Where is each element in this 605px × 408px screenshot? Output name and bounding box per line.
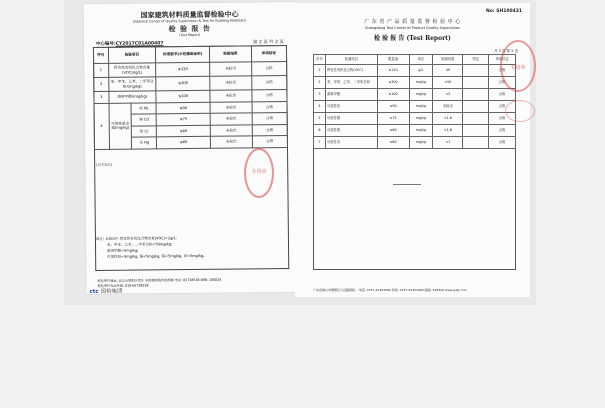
header-result: 检验结果 xyxy=(210,46,252,62)
left-report-title: 检 验 报 告 xyxy=(168,23,211,34)
table-row: 4 可溶性铅 ≤90 mg/kg 未检出 合格 xyxy=(314,101,516,113)
table-row: 1 挥发性有机化合物(VOC) ≤120 g/L 49 合格 xyxy=(314,65,516,77)
left-title-cn: 国家建筑材料质量监督检验中心 xyxy=(140,9,239,20)
table-row: 镉 Cd ≤75 未检出 合格 xyxy=(94,112,287,126)
left-table-layer xyxy=(83,2,298,294)
note-line: 游离甲醛<5mg/kg; xyxy=(107,248,139,253)
header-conclusion: 单项结论 xyxy=(251,45,286,61)
left-title-en: (National Center of Quality Supervision & Test for Building Materials) xyxy=(133,18,247,24)
table-row: 4 可溶性重金属(mg/kg) 铅 Pb ≤90 未检出 合格 xyxy=(94,101,287,115)
table-row: 2 苯、甲苯、乙苯、二甲苯总和 ≤300 mg/kg <50 合格 xyxy=(314,77,516,89)
right-report-number: No: SH100431 xyxy=(485,9,522,14)
right-table-header: 序号 检测项目 限量值 单位 检测结果 判定 单项评定 xyxy=(314,55,516,65)
right-red-stamp-partial xyxy=(505,100,535,122)
table-row: 汞 Hg ≤60 未检出 合格 xyxy=(94,135,287,149)
header-no: 序号 xyxy=(93,47,108,63)
right-title-cn: 广 东 省 产 品 质 量 监 督 检 验 中 心 xyxy=(364,19,461,25)
note-line: 备注: 未检出*: 挥发性有机化合物含量(VOC)<2g/L; xyxy=(95,236,177,242)
table-row: 3 游离甲醛 ≤100 mg/kg <5 合格 xyxy=(314,89,516,101)
left-results-table xyxy=(93,45,288,150)
table-row: 2 苯、甲苯、乙苯、二甲苯总和/(mg/kg) ≤300 未检出 合格 xyxy=(94,75,287,91)
table-row: 7 可溶性汞 ≤60 mg/kg <1 合格 xyxy=(314,137,516,149)
header-requirement: 标准要求(水性墙面涂料) xyxy=(156,46,210,63)
table-row: 3 游离甲醛/(mg/kg) ≤100 未检出 合格 xyxy=(94,89,287,103)
table-row: 5 可溶性镉 ≤75 mg/kg <1.6 合格 xyxy=(314,113,516,125)
blank-marker: (以下空白) xyxy=(96,162,112,167)
right-report-title: 检 验 报 告 (Test Report) xyxy=(374,35,451,42)
left-footer-phone: 检验单位电话传真: 010-65728538 xyxy=(97,283,149,288)
right-title-en: Guangdong Test Center of Product Quality Supervision xyxy=(364,26,461,30)
table-row: 1 挥发性有机化合物含量(VOC)/(g/L) ≤120 未检出 合格 xyxy=(94,61,287,77)
left-page-number: 第 2 页 共 2 页 xyxy=(252,40,284,46)
end-of-table-line xyxy=(393,184,421,185)
note-line: 苯、甲苯、乙苯、二甲苯总和<50mg/kg; xyxy=(106,242,173,247)
right-footer-address: 广东省佛山市顺德区大良镇国际... 电话: 0757-22303069 传真: 0757-22303069 邮编: 528300 www.gdzj.com xyxy=(313,288,467,292)
left-red-stamp: 专用章 xyxy=(244,148,274,198)
right-test-report xyxy=(295,3,530,297)
header-item: 检验项目 xyxy=(108,47,156,63)
left-footer-address: 检验单位地址: 北京市朝阳区管庄 中国建材院内检测楼 电话: 65728538 邮编: 100024 xyxy=(97,277,222,283)
note-line: 可溶性铅<5mg/kg, 镉<5mg/kg, 铬<5mg/kg, 汞<5mg/kg。 xyxy=(107,253,207,259)
table-row: 铬 Cr ≤60 未检出 合格 xyxy=(94,124,287,138)
left-center-number: 中心编号:CY2017C01A00407 xyxy=(95,41,164,47)
ctc-logo: ctc 国检集团 xyxy=(89,288,123,296)
table-row: 6 可溶性铬 ≤60 mg/kg <1.6 合格 xyxy=(314,125,516,137)
left-report-title-en: (Test Report) xyxy=(179,32,201,38)
right-red-stamp: 专用章 xyxy=(500,40,536,92)
right-page-number: 共 3 页 第 2 页 xyxy=(493,49,518,53)
right-results-table xyxy=(313,54,516,149)
